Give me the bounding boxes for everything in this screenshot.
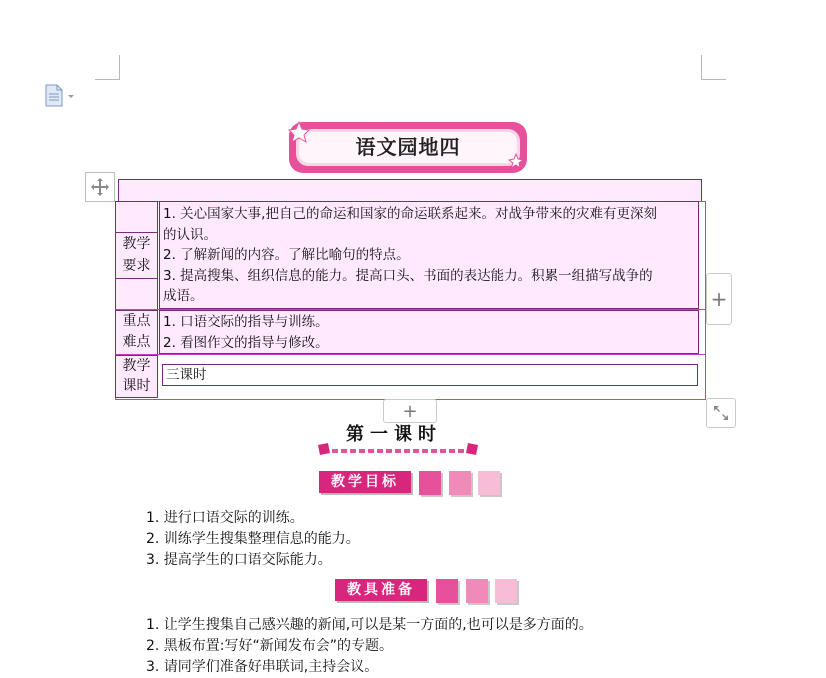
- section-label: 教学目标: [319, 471, 411, 493]
- move-arrows-icon: [90, 177, 110, 197]
- document-icon: [44, 84, 74, 108]
- section-teaching-goals: [319, 471, 501, 495]
- table-cell-requirements[interactable]: 1. 关心国家大事,把自己的命运和国家的命运联系起来。对战争带来的灾难有更深刻 的认识。 2. 了解新闻的内容。了解比喻句的特点。 3. 提高搜集、组织信息的能力。提高口头、书面的表达能力。积累一组描写战争的 成语。: [159, 201, 699, 309]
- list-item: 1. 让学生搜集自己感兴趣的新闻,可以是某一方面的,也可以是多方面的。: [146, 617, 593, 633]
- decor-square: [419, 471, 441, 495]
- list-item: 2. 训练学生搜集整理信息的能力。: [146, 531, 360, 547]
- list-item: 1. 进行口语交际的训练。: [146, 510, 304, 526]
- table-header-row[interactable]: [118, 179, 702, 202]
- section-label: 教具准备: [335, 579, 427, 601]
- table-resize-handle[interactable]: [706, 398, 736, 428]
- add-column-button[interactable]: +: [706, 273, 732, 325]
- teaching-goals-list: [146, 508, 360, 571]
- row-divider: [115, 354, 705, 355]
- page-title: 语文园地四: [355, 135, 461, 159]
- decor-square: [449, 471, 471, 495]
- lesson-heading-ribbon: [318, 443, 478, 457]
- add-row-button[interactable]: +: [383, 399, 437, 423]
- crop-mark-left-horizontal: [95, 79, 120, 80]
- crop-mark-left-vertical: [119, 55, 120, 80]
- table-cell-empty-top[interactable]: [115, 201, 158, 233]
- list-item: 2. 黑板布置:写好“新闻发布会”的专题。: [146, 638, 394, 654]
- decor-square: [466, 579, 488, 603]
- teaching-aids-list: [146, 615, 593, 678]
- lesson-heading: 第一课时: [346, 424, 442, 445]
- crop-mark-right-vertical: [701, 55, 702, 80]
- table-cell-empty-bottom[interactable]: [115, 278, 158, 310]
- table-label-class-hours[interactable]: 教学 课时: [115, 355, 158, 398]
- table-label-key-points[interactable]: 重点 难点: [115, 310, 158, 355]
- decor-square: [478, 471, 500, 495]
- table-move-handle[interactable]: [85, 172, 115, 202]
- section-teaching-aids: [335, 579, 517, 603]
- table-cell-class-hours[interactable]: 三课时: [162, 364, 698, 386]
- document-options-button[interactable]: [44, 84, 74, 108]
- chevron-down-icon: [68, 95, 74, 98]
- list-item: 3. 请同学们准备好串联词,主持会议。: [146, 659, 379, 675]
- decor-square: [436, 579, 458, 603]
- expand-arrows-icon: [712, 404, 730, 422]
- table-cell-key-points[interactable]: 1. 口语交际的指导与训练。 2. 看图作文的指导与修改。: [159, 310, 699, 354]
- table-label-requirements[interactable]: 教学 要求: [115, 232, 158, 279]
- crop-mark-right-horizontal: [701, 79, 726, 80]
- decor-square: [495, 579, 517, 603]
- list-item: 3. 提高学生的口语交际能力。: [146, 552, 332, 568]
